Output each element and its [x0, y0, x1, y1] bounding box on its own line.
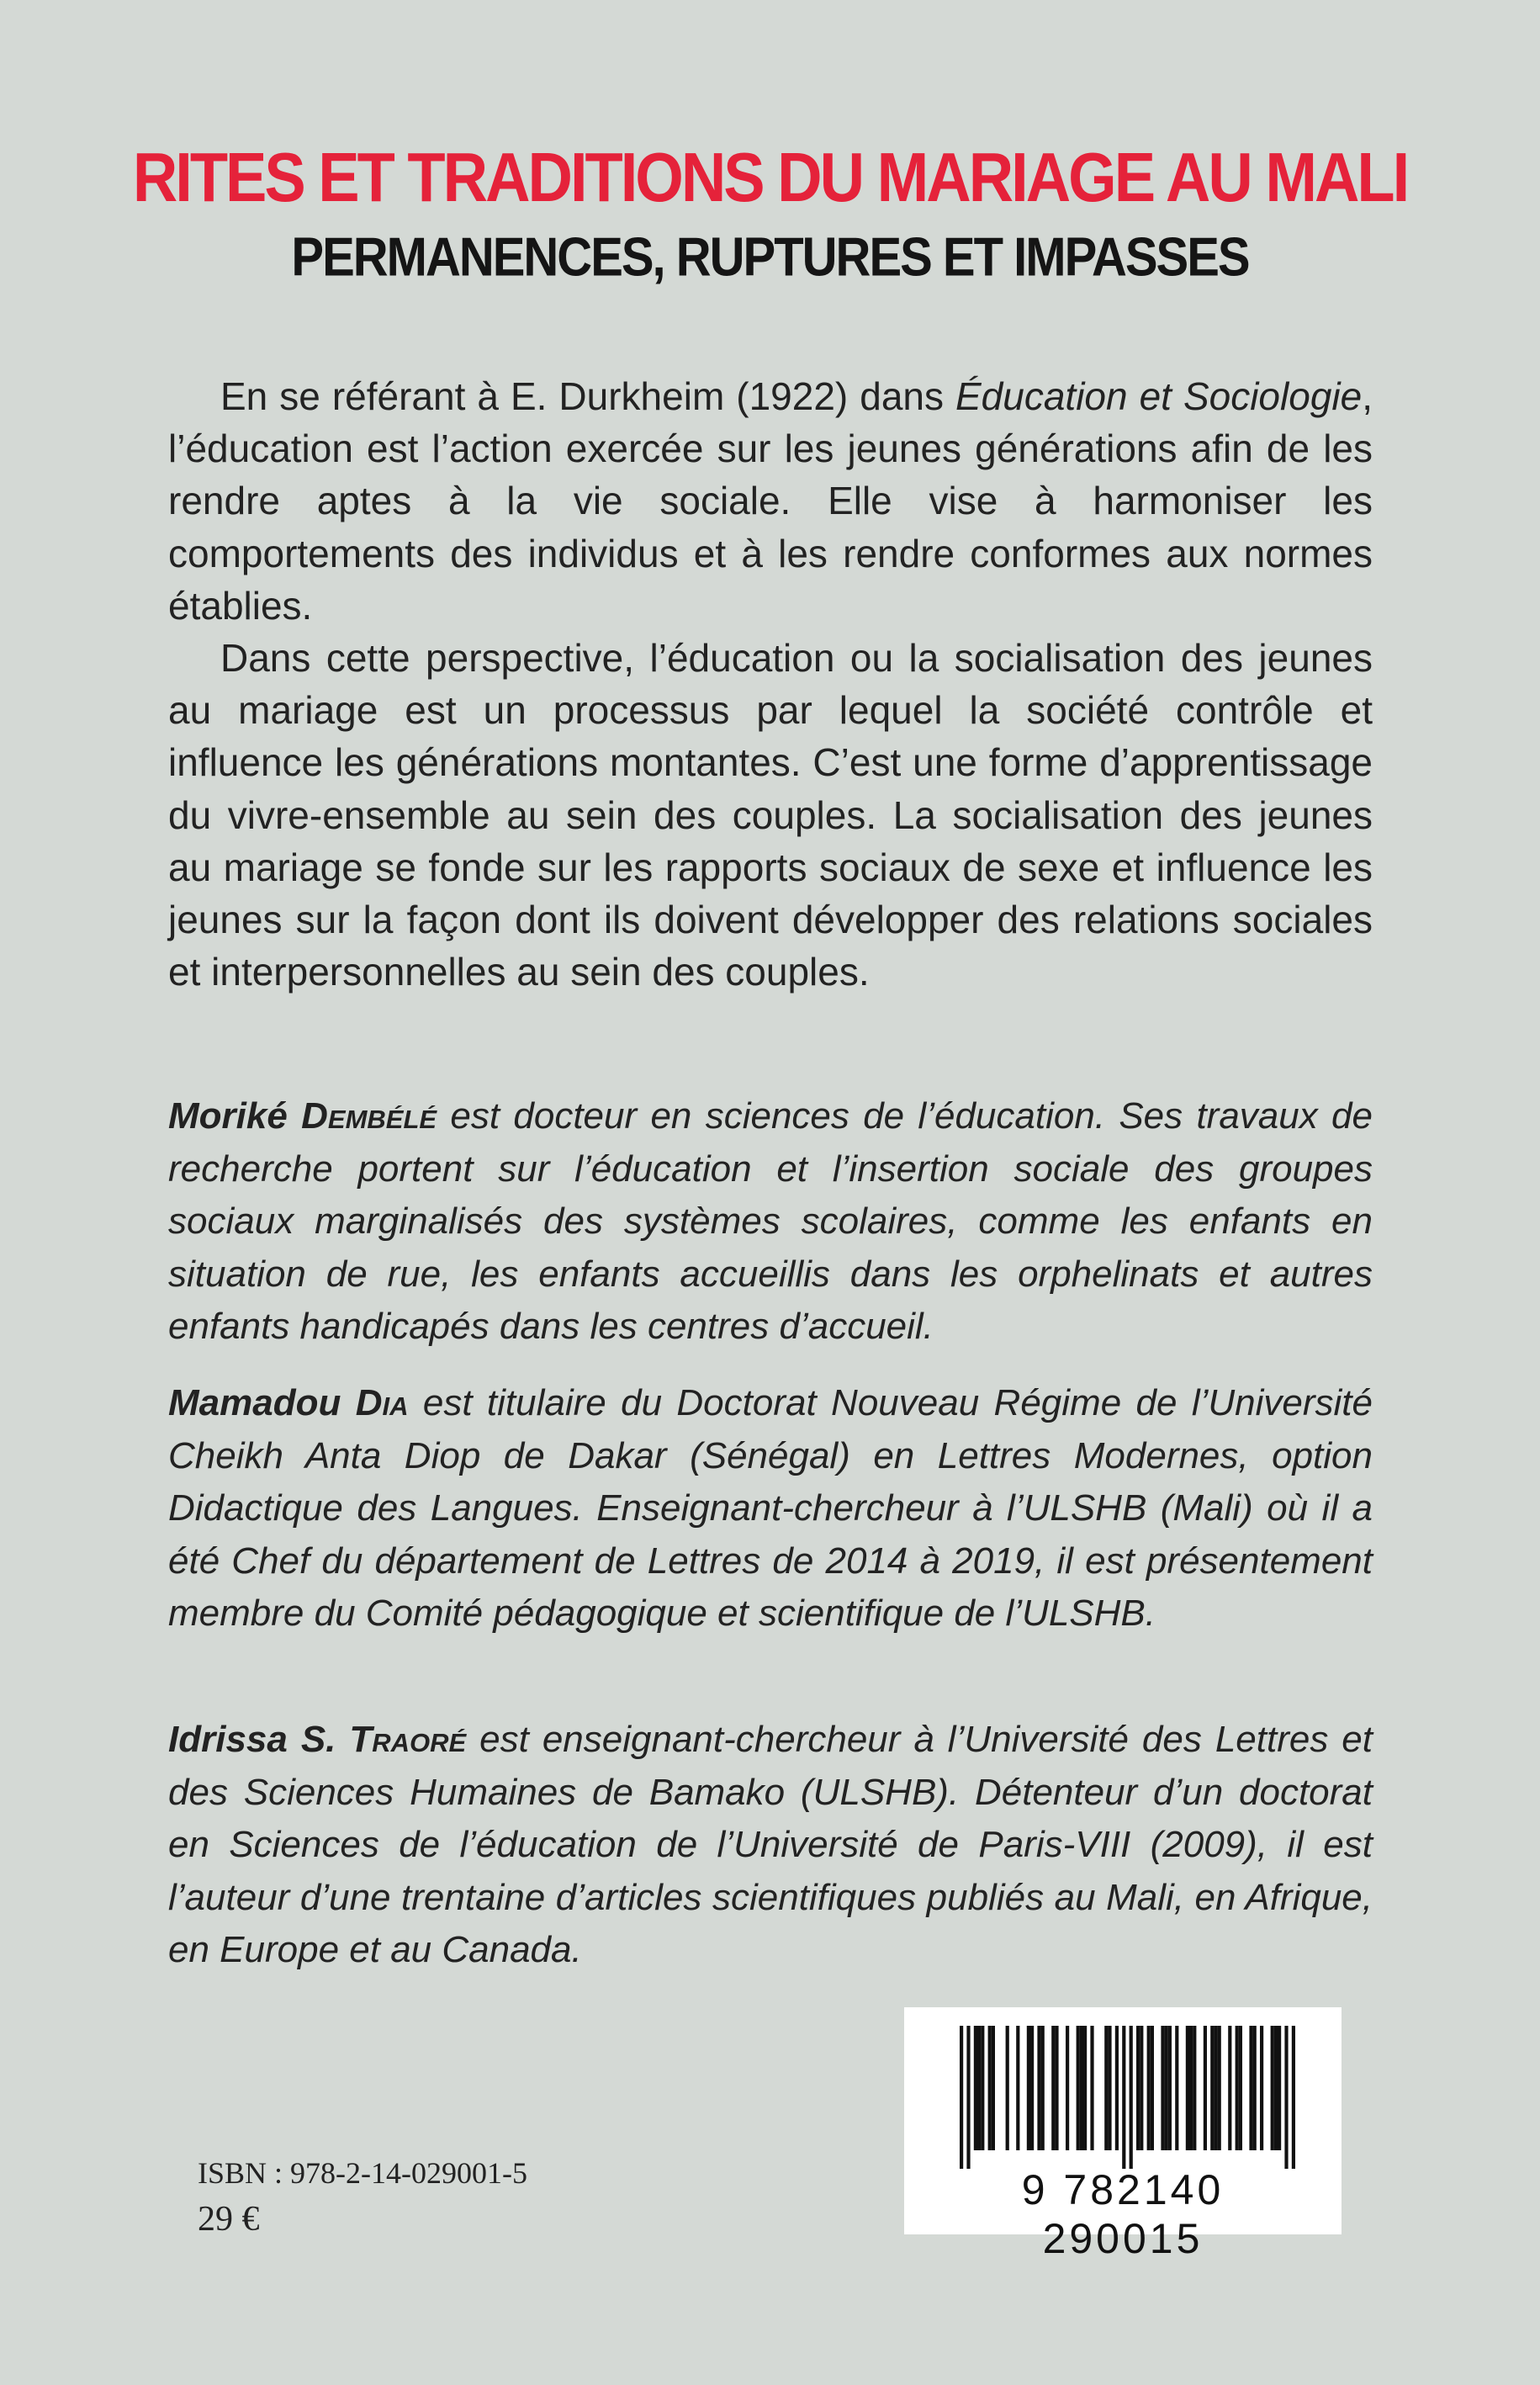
- cited-work-title: Éducation et Sociologie: [955, 374, 1363, 418]
- barcode-bar: [1083, 2026, 1087, 2150]
- summary-text: , l’éducation est l’action exercée sur les jeunes générations afin de les rendre aptes à la vie sociale. Elle vise à harmoniser les comportements des individus et à les rendre conformes aux normes établies.: [168, 374, 1373, 628]
- author-bio-text: est docteur en sciences de l’éducation. Ses travaux de recherche portent sur l’éducation et l’insertion sociale des groupes sociaux marginalisés des systèmes scolaires, comme les enfants en situation de rue, les enfants accueillis dans les orphelinats et autres enfants handicapés dans les centres d’accueil.: [168, 1095, 1373, 1347]
- barcode-bar: [981, 2026, 984, 2150]
- barcode-bar: [992, 2026, 995, 2150]
- barcode-bar: [1037, 2026, 1040, 2150]
- barcode-bar: [1140, 2026, 1143, 2150]
- barcode-bars: [936, 2026, 1310, 2169]
- summary-text: En se référant à E. Durkheim (1922) dans: [220, 374, 955, 418]
- barcode-bar: [1214, 2026, 1217, 2150]
- author-name: Idrissa S. Traoré: [168, 1719, 467, 1760]
- barcode-bar: [1041, 2026, 1045, 2150]
- barcode-bar: [1218, 2026, 1221, 2150]
- author-name: Moriké Dembélé: [168, 1095, 437, 1137]
- barcode-bar: [1006, 2026, 1009, 2150]
- author-bio-text: est titulaire du Doctorat Nouveau Régime de l’Université Cheikh Anta Diop de Dakar (Sénégal) en Lettres Modernes, option Didactique des Langues. Enseignant-chercheur à l’ULSHB (Mali) où il a été Chef du département de Lettres de 2014 à 2019, il est présentement membre du Comité pédagogique et scientifique de l’ULSHB.: [168, 1382, 1373, 1634]
- barcode-bar: [1236, 2026, 1239, 2150]
- barcode-bar: [960, 2026, 963, 2169]
- barcode-bar: [1104, 2026, 1108, 2150]
- barcode-bar: [1239, 2026, 1242, 2150]
- summary-paragraph-1: [168, 370, 1373, 632]
- barcode-bar: [1165, 2026, 1168, 2150]
- barcode-digits: 9 782140 290015: [1021, 2166, 1225, 2262]
- barcode-bar: [1130, 2026, 1133, 2169]
- author-bio: [168, 1090, 1373, 1354]
- barcode-bar: [1077, 2026, 1080, 2150]
- summary-paragraph-2: Dans cette perspective, l’éducation ou la socialisation des jeunes au mariage est un processus par lequel la société contrôle et influence les générations montantes. C’est une forme d’apprentissage du vivre-ensemble au sein des couples. La socialisation des jeunes au mariage se fonde sur les rapports sociaux de sexe et influence les jeunes sur la façon dont ils doivent développer des relations sociales et interpersonnelles au sein des couples.: [168, 636, 1373, 994]
- isbn-number: ISBN : 978-2-14-029001-5: [198, 2156, 527, 2190]
- barcode-bar: [1161, 2026, 1164, 2150]
- barcode-bar: [977, 2026, 981, 2150]
- barcode-bar: [1278, 2026, 1281, 2150]
- barcode-bar: [1051, 2026, 1055, 2150]
- author-bio: [168, 1377, 1373, 1640]
- barcode-bar: [1016, 2026, 1019, 2150]
- barcode-bar: [1115, 2026, 1119, 2150]
- barcode-bar: [1284, 2026, 1288, 2169]
- price: 29 €: [198, 2200, 260, 2239]
- barcode-bar: [974, 2026, 977, 2150]
- author-bio-text: est enseignant-chercheur à l’Université des Lettres et des Sciences Humaines de Bamako (ULSHB). Détenteur d’un doctorat en Sciences de l’éducation de l’Université de Paris-VIII (2009), il est l’auteur d’une trentaine d’articles scientifiques publiés au Mali, en Afrique, en Europe et au Canada.: [168, 1719, 1373, 1970]
- barcode-bar: [1260, 2026, 1263, 2150]
- barcode-bar: [1030, 2026, 1034, 2150]
- barcode-bar: [1292, 2026, 1295, 2169]
- barcode-bar: [1193, 2026, 1196, 2150]
- barcode-bar: [1122, 2026, 1125, 2169]
- barcode-bar: [1210, 2026, 1214, 2150]
- barcode: [904, 2007, 1342, 2262]
- barcode-bar: [1189, 2026, 1193, 2150]
- barcode-bar: [1027, 2026, 1030, 2150]
- barcode-bar: [1274, 2026, 1278, 2150]
- barcode-bar: [1090, 2026, 1093, 2150]
- barcode-bar: [1151, 2026, 1154, 2150]
- barcode-bar: [988, 2026, 992, 2150]
- barcode-bar: [1186, 2026, 1189, 2150]
- barcode-bar: [1168, 2026, 1172, 2150]
- barcode-bar: [1253, 2026, 1257, 2150]
- barcode-bar: [1228, 2026, 1231, 2150]
- barcode-bar: [1204, 2026, 1207, 2150]
- book-summary: [168, 370, 1373, 998]
- author-name: Mamadou Dia: [168, 1382, 409, 1423]
- barcode-bar: [1249, 2026, 1252, 2150]
- barcode-bar: [1108, 2026, 1111, 2150]
- barcode-bar: [1066, 2026, 1069, 2150]
- book-subtitle: PERMANENCES, RUPTURES ET IMPASSES: [291, 226, 1249, 288]
- book-title: RITES ET TRADITIONS DU MARIAGE AU MALI: [132, 138, 1408, 216]
- barcode-bar: [1080, 2026, 1083, 2150]
- barcode-bar: [966, 2026, 970, 2169]
- barcode-bar: [1147, 2026, 1151, 2150]
- barcode-bar: [1055, 2026, 1058, 2150]
- author-bio: [168, 1714, 1373, 1977]
- barcode-bar: [1271, 2026, 1274, 2150]
- barcode-bar: [1175, 2026, 1178, 2150]
- barcode-bar: [1136, 2026, 1140, 2150]
